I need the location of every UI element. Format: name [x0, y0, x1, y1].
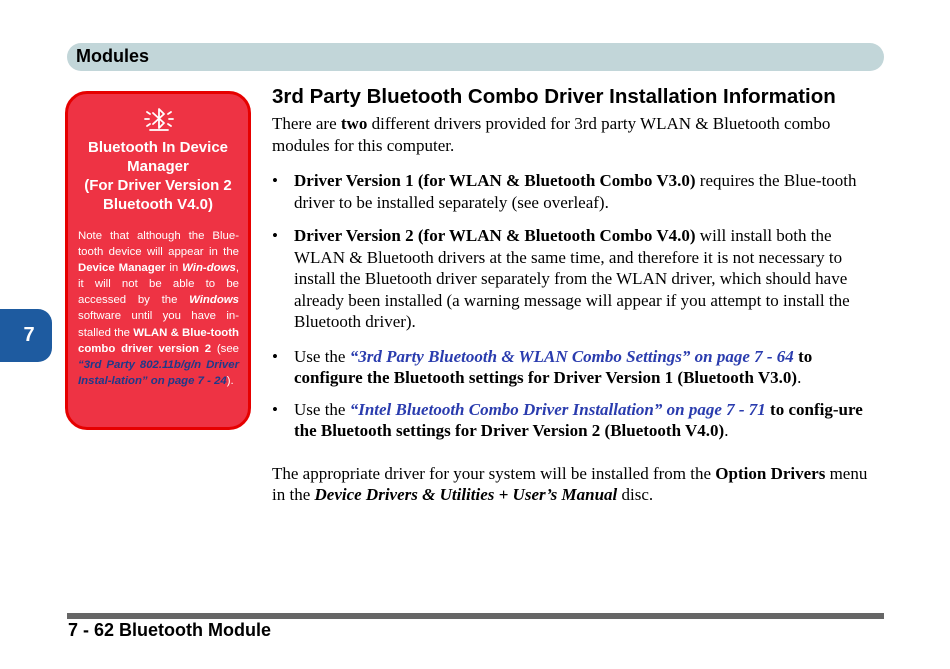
item-bold: Driver Version 2 (for WLAN & Bluetooth Combo V4.0): [294, 226, 696, 245]
bullet: •: [272, 226, 278, 245]
sidebar-heading-line: Manager: [127, 158, 189, 175]
list-item: [272, 225, 884, 333]
page-footer: 7 - 62 Bluetooth Module: [68, 620, 272, 640]
item-bold: Driver Version 1 (for WLAN & Bluetooth Combo V3.0): [294, 171, 696, 190]
closing-text: disc.: [617, 485, 654, 504]
note-text: Note that although the Blue-tooth device will appear in the: [78, 230, 239, 259]
list-item: [272, 346, 884, 389]
item-text: requires the Blue-tooth driver to be installed separately (see overleaf).: [294, 171, 857, 212]
note-bold-italic: Windows: [189, 294, 239, 307]
item-text: Use the: [294, 399, 350, 419]
intro-text: different drivers provided for 3rd party WLAN & Bluetooth combo modules for this computer.: [272, 114, 831, 155]
main-content: [272, 84, 884, 506]
intro-text: There are: [272, 114, 341, 133]
closing-paragraph: [272, 463, 884, 506]
sidebar-note-text: [78, 228, 239, 389]
chapter-tab[interactable]: [0, 309, 52, 362]
note-text: ).: [226, 374, 234, 387]
item-text: Use the: [294, 346, 350, 366]
intro-paragraph: [272, 113, 884, 156]
cross-reference-link[interactable]: “Intel Bluetooth Combo Driver Installation” on page 7 - 71: [349, 399, 766, 419]
sidebar-note-box: [65, 91, 251, 430]
sidebar-heading-line: (For Driver Version 2: [84, 177, 232, 194]
bullet: •: [272, 171, 278, 190]
item-text: .: [797, 368, 802, 387]
note-bold: Device Manager: [78, 262, 166, 275]
bullet: •: [272, 399, 278, 419]
note-text: in: [165, 262, 183, 275]
driver-list: [272, 170, 884, 442]
footer-rule: [67, 613, 884, 619]
note-text: , it will not be able to be accessed by the: [78, 262, 239, 307]
header-bar: [67, 43, 884, 71]
closing-bold: Option Drivers: [715, 463, 826, 483]
note-text: (see: [211, 342, 239, 355]
chapter-number: 7: [23, 324, 35, 346]
bullet: •: [272, 346, 278, 366]
closing-text: menu in the: [272, 463, 868, 504]
item-text: .: [724, 421, 729, 440]
closing-text: The appropriate driver for your system will be installed from the: [272, 463, 716, 483]
sidebar-heading-line: Bluetooth V4.0): [102, 196, 213, 213]
page-title: 3rd Party Bluetooth Combo Driver Installation Information: [272, 85, 836, 108]
intro-bold: two: [340, 114, 368, 133]
item-text: will install both the WLAN & Bluetooth drivers at the same time, and therefore it is not necessary to install the Bluetooth driver separately from the WLAN driver, which should have already been installed (a warning message will appear if you attempt to install the Bluetooth driver).: [294, 226, 850, 331]
note-bold: WLAN & Blue-tooth combo driver version 2: [78, 326, 239, 355]
section-title: Modules: [76, 46, 150, 66]
list-item: [272, 399, 884, 442]
closing-bold-italic: Device Drivers & Utilities + User’s Manual: [314, 485, 618, 504]
list-item: [272, 170, 884, 213]
item-bold: to configure the Bluetooth settings for Driver Version 1 (Bluetooth V3.0): [294, 346, 813, 387]
item-bold: to config-ure the Bluetooth settings for Driver Version 2 (Bluetooth V4.0): [294, 399, 863, 440]
note-cross-reference-link[interactable]: “3rd Party 802.11b/g/n Driver Instal-lation” on page 7 - 24: [78, 358, 239, 387]
note-text: software until you have in-stalled the: [78, 310, 239, 339]
bluetooth-warning-icon: [140, 106, 178, 132]
sidebar-heading-line: Bluetooth In Device: [87, 139, 229, 156]
note-bold-italic: Win-dows: [182, 262, 236, 275]
sidebar-heading: [76, 138, 240, 214]
cross-reference-link[interactable]: “3rd Party Bluetooth & WLAN Combo Settings” on page 7 - 64: [349, 346, 794, 366]
